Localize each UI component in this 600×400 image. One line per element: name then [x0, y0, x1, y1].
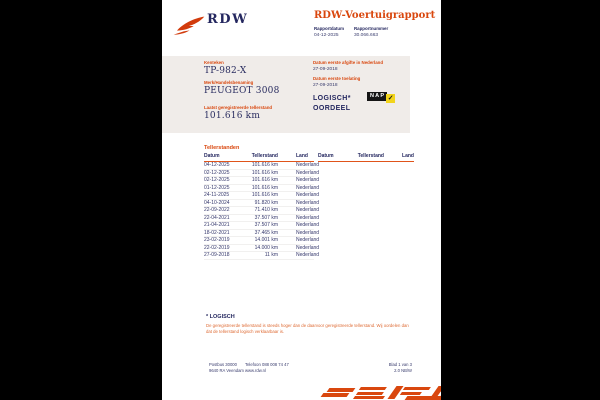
nap-logo [367, 92, 395, 103]
table-cell: 04-10-2024 [204, 199, 230, 206]
vehicle-info-right [313, 60, 409, 113]
nap-check-icon: ✓ [387, 95, 394, 102]
column-header-land: Land [402, 153, 414, 159]
column-header-datum: Datum [204, 153, 220, 159]
report-date-label: Rapportdatum [314, 26, 345, 31]
table-cell: 02-12-2025 [204, 177, 230, 183]
table-row [204, 162, 320, 170]
table-row [204, 169, 320, 178]
table-cell: 101.616 km [251, 169, 278, 176]
table-row [204, 177, 320, 185]
table-row [204, 222, 320, 230]
column-header-land: Land [296, 153, 308, 159]
report-number-value: 30.066.663 [354, 33, 379, 38]
table-cell: 37.507 km [254, 214, 278, 221]
table-cell: 101.616 km [251, 192, 278, 198]
rdw-logo-text: RDW [207, 12, 249, 27]
rdw-wing-icon [173, 15, 205, 37]
tellerstand-value: 101.616 km [204, 111, 261, 121]
table-cell: 27-09-2018 [204, 252, 230, 258]
table-cell: Nederland [296, 177, 320, 183]
table-cell: 37.507 km [254, 222, 278, 228]
table-cell: Nederland [296, 169, 320, 176]
report-meta [314, 26, 388, 38]
table-cell: 22-09-2022 [204, 207, 230, 213]
table-cell: Nederland [296, 214, 320, 221]
table-body [204, 162, 320, 260]
table-cell: Nederland [296, 184, 320, 191]
nap-logo-text: NAP [367, 92, 387, 101]
table-title: Tellerstanden [204, 145, 240, 151]
table-header-row [318, 153, 414, 162]
column-header-tellerstand: Tellerstand [357, 153, 384, 159]
table-row [204, 252, 320, 260]
table-row [204, 237, 320, 245]
table-cell: 71.410 km [254, 207, 278, 213]
oordeel-line2: OORDEEL [313, 104, 351, 112]
footer-doc-code: 2.0 NB/W [394, 368, 412, 373]
table-cell: 23-02-2019 [204, 237, 230, 243]
table-cell: 04-12-2025 [204, 162, 230, 168]
table-cell: 02-12-2025 [204, 169, 230, 176]
note-body: De geregistreerde tellerstand is steeds hoger dan de daarvoor geregistreerde tellerstand. Wij oordelen dan dat de tellerstand logisch verklaarbaar is. [206, 322, 409, 334]
table-cell: Nederland [296, 192, 320, 198]
column-header-datum: Datum [318, 153, 334, 159]
table-row [204, 214, 320, 223]
report-page [162, 0, 441, 400]
footer-page-indicator: Blad 1 van 3 [388, 362, 412, 367]
table-row [204, 229, 320, 238]
table-cell: 101.616 km [251, 184, 278, 191]
report-number-label: Rapportnummer [354, 26, 389, 31]
table-cell: 37.465 km [254, 229, 278, 236]
note-title: * LOGISCH [206, 314, 235, 320]
oordeel-line1: LOGISCH* [313, 95, 351, 102]
kenteken-label: Kenteken [204, 60, 224, 65]
footer-address-line1: Postbus 30000 [209, 362, 237, 367]
table-row [204, 207, 320, 215]
table-cell: 24-11-2025 [204, 192, 230, 198]
toelating-label: Datum eerste toelating [313, 76, 361, 81]
table-cell: 14.000 km [254, 244, 278, 251]
logisch-note [206, 314, 414, 336]
table-cell: Nederland [296, 199, 320, 206]
table-cell: 18-02-2021 [204, 229, 230, 236]
table-cell: 101.616 km [251, 177, 278, 183]
table-header-row [204, 153, 314, 162]
footer-phone: Telefoon 088 008 74 47 [245, 362, 289, 367]
table-row [204, 244, 320, 253]
tellerstanden-table-left [204, 153, 320, 260]
table-cell: 22-02-2019 [204, 244, 230, 251]
table-row [204, 184, 320, 193]
table-cell: Nederland [296, 237, 320, 243]
footer-pagination [389, 362, 412, 374]
tellerstanden-table-right [318, 153, 414, 162]
footer-address-line2: 9640 RA Veendam [209, 368, 244, 373]
toelating-value: 27-09-2018 [313, 83, 338, 88]
report-number [354, 26, 388, 38]
afgifte-value: 27-09-2018 [313, 67, 338, 72]
table-cell: Nederland [296, 162, 320, 168]
table-cell: Nederland [296, 229, 320, 236]
table-cell: 11 km [264, 252, 278, 258]
tellerstand-label: Laatst geregistreerde tellerstand [204, 105, 273, 110]
page-title: RDW-Voertuigrapport [314, 10, 436, 21]
table-cell: 91.820 km [254, 199, 278, 206]
report-date-value: 04-12-2025 [314, 33, 339, 38]
table-cell: Nederland [296, 222, 320, 228]
table-cell: 21-04-2021 [204, 222, 230, 228]
kenteken-value: TP-982-X [204, 66, 247, 76]
footer-address [209, 362, 244, 374]
merk-value: PEUGEOT 3008 [204, 86, 280, 96]
table-cell: 22-04-2021 [204, 214, 230, 221]
footer-website-link[interactable]: www.rdw.nl [245, 368, 266, 373]
table-cell: 101.616 km [251, 162, 278, 168]
afgifte-label: Datum eerste afgifte in Nederland [313, 60, 384, 65]
footer-graphic [312, 384, 441, 400]
table-cell: Nederland [296, 207, 320, 213]
column-header-tellerstand: Tellerstand [251, 153, 278, 159]
table-row [204, 199, 320, 208]
vehicle-info-left [204, 60, 280, 121]
vehicle-info-band [162, 56, 410, 133]
table-cell: 01-12-2025 [204, 184, 230, 191]
footer-contact [245, 362, 289, 374]
report-date [314, 26, 344, 38]
table-cell: Nederland [296, 252, 320, 258]
table-row [204, 192, 320, 200]
table-cell: 14.001 km [254, 237, 278, 243]
table-cell: Nederland [296, 244, 320, 251]
merk-label: Merk/Handelsbenaming [204, 80, 254, 85]
